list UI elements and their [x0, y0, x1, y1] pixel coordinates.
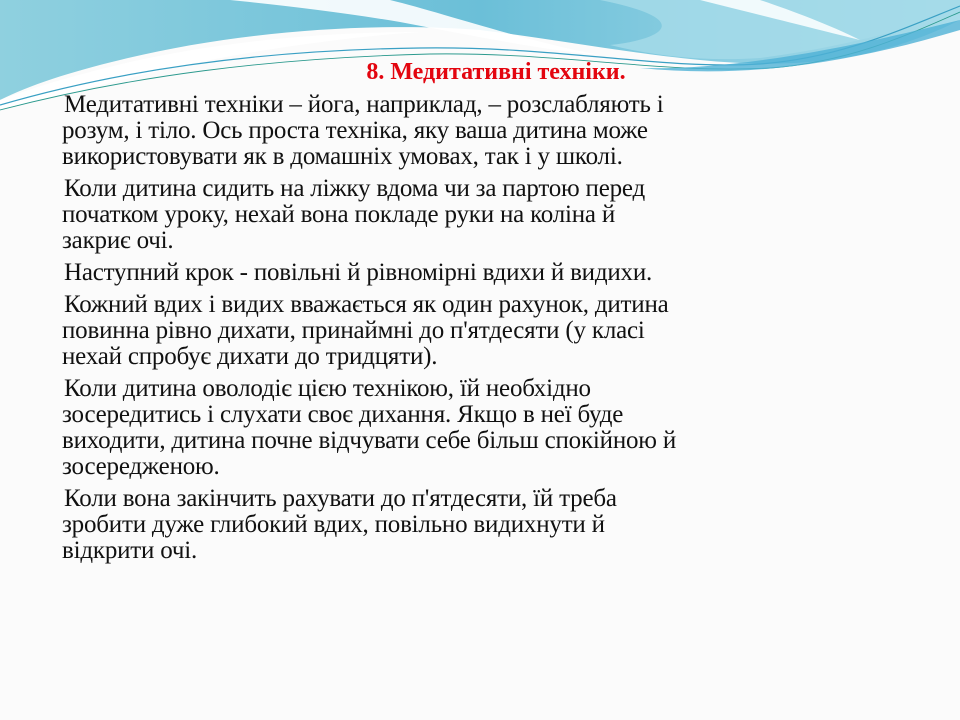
paragraph-line: зробити дуже глибокий вдих, повільно видихнути й	[62, 511, 605, 538]
paragraph-line: Кожний вдих і видих вважається як один рахунок, дитина	[64, 291, 669, 318]
paragraph-line: Коли дитина оволодіє цією технікою, їй необхідно	[64, 375, 591, 402]
paragraph-line: Медитативні техніки – йога, наприклад, – розслабляють і	[64, 91, 664, 118]
paragraph-line: зосередженою.	[62, 453, 220, 480]
paragraph-1	[62, 92, 922, 170]
paragraph-line: відкрити очі.	[62, 537, 198, 564]
slide-content	[62, 56, 922, 570]
paragraph-3	[62, 260, 922, 286]
paragraph-line: зосередитись і слухати своє дихання. Якщо в неї буде	[62, 401, 624, 428]
slide-title: 8. Медитативні техніки.	[366, 59, 626, 85]
paragraph-line: початком уроку, нехай вона покладе руки на коліна й	[62, 201, 616, 228]
paragraph-line: Коли дитина сидить на ліжку вдома чи за партою перед	[64, 175, 646, 202]
paragraph-line: повинна рівно дихати, принаймні до п'ятдесяти (у класі	[62, 317, 645, 344]
paragraph-line: закриє очі.	[62, 227, 174, 254]
paragraph-6	[62, 486, 922, 564]
paragraph-5	[62, 376, 922, 480]
paragraph-line: виходити, дитина почне відчувати себе більш спокійною й	[62, 427, 677, 454]
paragraph-line: розум, і тіло. Ось проста техніка, яку ваша дитина може	[62, 117, 648, 144]
paragraph-2	[62, 176, 922, 254]
paragraph-line: використовувати як в домашніх умовах, так і у школі.	[62, 143, 623, 170]
paragraph-line: Коли вона закінчить рахувати до п'ятдесяти, їй треба	[64, 485, 617, 512]
paragraph-line: нехай спробує дихати до тридцяти).	[62, 343, 438, 370]
paragraph-line: Наступний крок - повільні й рівномірні вдихи й видихи.	[64, 259, 653, 286]
paragraph-4	[62, 292, 922, 370]
